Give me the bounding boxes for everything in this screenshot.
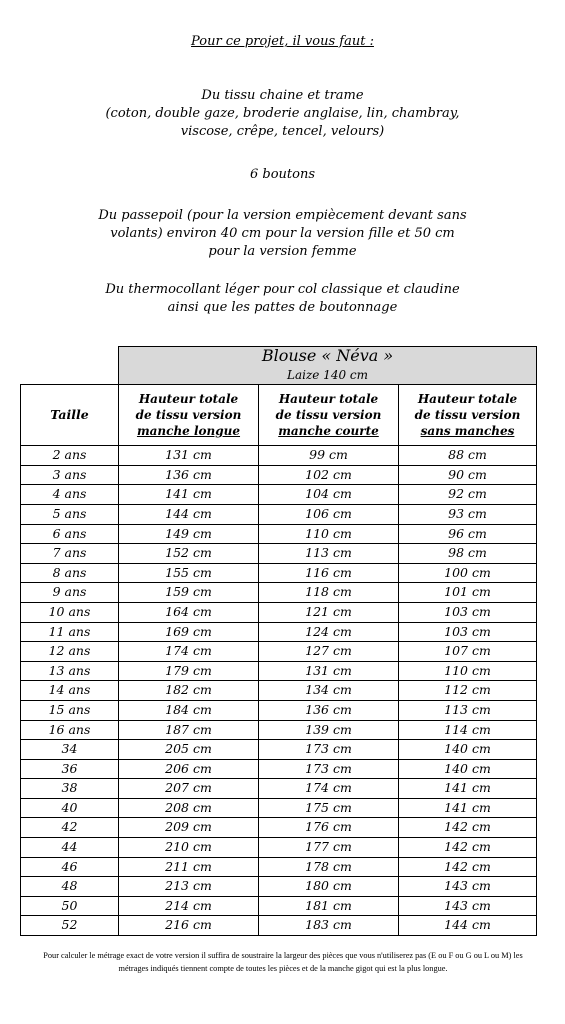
- fabric-requirement: [0, 87, 565, 141]
- short-sleeve-cell: 173 cm: [259, 759, 399, 779]
- size-cell: 15 ans: [21, 700, 119, 720]
- long-sleeve-cell: 214 cm: [119, 896, 259, 916]
- long-sleeve-cell: 216 cm: [119, 916, 259, 936]
- sleeveless-cell: 142 cm: [399, 857, 537, 877]
- short-sleeve-cell: 183 cm: [259, 916, 399, 936]
- short-sleeve-cell: 136 cm: [259, 700, 399, 720]
- table-row: [21, 759, 537, 779]
- short-sleeve-cell: 106 cm: [259, 504, 399, 524]
- size-cell: 46: [21, 857, 119, 877]
- fabric-line-3: viscose, crêpe, tencel, velours): [180, 124, 385, 139]
- sleeveless-cell: 142 cm: [399, 838, 537, 858]
- table-title-text: Blouse « Néva »: [261, 346, 394, 365]
- table-row: [21, 720, 537, 740]
- size-cell: 14 ans: [21, 681, 119, 701]
- piping-requirement: [0, 207, 565, 261]
- header-line: sans manches: [420, 424, 515, 439]
- size-cell: 52: [21, 916, 119, 936]
- long-sleeve-cell: 206 cm: [119, 759, 259, 779]
- short-sleeve-cell: 180 cm: [259, 877, 399, 897]
- long-sleeve-cell: 174 cm: [119, 642, 259, 662]
- long-sleeve-cell: 184 cm: [119, 700, 259, 720]
- sleeveless-cell: 101 cm: [399, 583, 537, 603]
- short-sleeve-cell: 124 cm: [259, 622, 399, 642]
- sleeveless-cell: 141 cm: [399, 779, 537, 799]
- size-cell: 34: [21, 740, 119, 760]
- long-sleeve-cell: 152 cm: [119, 544, 259, 564]
- header-line: manche courte: [278, 424, 379, 439]
- long-sleeve-cell: 179 cm: [119, 661, 259, 681]
- table-row: [21, 583, 537, 603]
- column-header-short-sleeve: [259, 385, 399, 446]
- table-row: [21, 818, 537, 838]
- buttons-requirement: 6 boutons: [249, 167, 316, 182]
- size-cell: 10 ans: [21, 602, 119, 622]
- long-sleeve-cell: 131 cm: [119, 446, 259, 466]
- table-title: [119, 347, 537, 385]
- table-row: [21, 857, 537, 877]
- table-row: [21, 485, 537, 505]
- size-cell: 48: [21, 877, 119, 897]
- header-line: de tissu version: [135, 408, 242, 423]
- sleeveless-cell: 92 cm: [399, 485, 537, 505]
- piping-line-2: volants) environ 40 cm pour la version fille et 50 cm: [110, 226, 455, 241]
- header-line: Hauteur totale: [417, 392, 518, 407]
- size-cell: 8 ans: [21, 563, 119, 583]
- long-sleeve-cell: 210 cm: [119, 838, 259, 858]
- size-cell: 9 ans: [21, 583, 119, 603]
- long-sleeve-cell: 164 cm: [119, 602, 259, 622]
- header-line: Hauteur totale: [138, 392, 239, 407]
- column-header-size: Taille: [21, 385, 119, 446]
- size-cell: 38: [21, 779, 119, 799]
- table-row: [21, 681, 537, 701]
- table-row: [21, 838, 537, 858]
- table-row: [21, 563, 537, 583]
- long-sleeve-cell: 136 cm: [119, 465, 259, 485]
- size-cell: 16 ans: [21, 720, 119, 740]
- column-header-long-sleeve: [119, 385, 259, 446]
- footer-note: Pour calculer le métrage exact de votre version il suffira de soustraire la largeur des pièces que vous n'utiliserez pas (E ou F ou G ou L ou M) les métrages indiqués tiennent compte de toutes les pièces et de la manche gigot qui est la plus longue.: [43, 951, 523, 973]
- fabric-line-2: (coton, double gaze, broderie anglaise, lin, chambray,: [105, 106, 460, 121]
- size-cell: 40: [21, 798, 119, 818]
- size-cell: 4 ans: [21, 485, 119, 505]
- table-row: [21, 779, 537, 799]
- sleeveless-cell: 143 cm: [399, 877, 537, 897]
- short-sleeve-cell: 110 cm: [259, 524, 399, 544]
- short-sleeve-cell: 174 cm: [259, 779, 399, 799]
- requirements-heading: Pour ce projet, il vous faut :: [191, 34, 374, 49]
- sleeveless-cell: 141 cm: [399, 798, 537, 818]
- table-title-row: [21, 347, 537, 385]
- header-line: de tissu version: [275, 408, 382, 423]
- table-row: [21, 642, 537, 662]
- sleeveless-cell: 113 cm: [399, 700, 537, 720]
- long-sleeve-cell: 159 cm: [119, 583, 259, 603]
- size-cell: 2 ans: [21, 446, 119, 466]
- size-cell: 42: [21, 818, 119, 838]
- short-sleeve-cell: 102 cm: [259, 465, 399, 485]
- table-row: [21, 446, 537, 466]
- interfacing-requirement: [0, 281, 565, 317]
- short-sleeve-cell: 173 cm: [259, 740, 399, 760]
- table-row: [21, 622, 537, 642]
- long-sleeve-cell: 141 cm: [119, 485, 259, 505]
- short-sleeve-cell: 131 cm: [259, 661, 399, 681]
- table-body: [21, 446, 537, 936]
- size-cell: 36: [21, 759, 119, 779]
- long-sleeve-cell: 187 cm: [119, 720, 259, 740]
- short-sleeve-cell: 177 cm: [259, 838, 399, 858]
- fabric-line-1: Du tissu chaine et trame: [201, 88, 364, 103]
- short-sleeve-cell: 127 cm: [259, 642, 399, 662]
- short-sleeve-cell: 178 cm: [259, 857, 399, 877]
- sleeveless-cell: 112 cm: [399, 681, 537, 701]
- size-cell: 44: [21, 838, 119, 858]
- fabric-yardage-table: [20, 346, 537, 936]
- sleeveless-cell: 103 cm: [399, 602, 537, 622]
- short-sleeve-cell: 104 cm: [259, 485, 399, 505]
- interfacing-line-1: Du thermocollant léger pour col classique et claudine: [105, 282, 460, 297]
- sleeveless-cell: 90 cm: [399, 465, 537, 485]
- table-row: [21, 661, 537, 681]
- table-row: [21, 877, 537, 897]
- table-row: [21, 740, 537, 760]
- table-subtitle: Laize 140 cm: [286, 367, 369, 382]
- size-cell: 50: [21, 896, 119, 916]
- short-sleeve-cell: 116 cm: [259, 563, 399, 583]
- sleeveless-cell: 96 cm: [399, 524, 537, 544]
- table-row: [21, 700, 537, 720]
- long-sleeve-cell: 207 cm: [119, 779, 259, 799]
- long-sleeve-cell: 149 cm: [119, 524, 259, 544]
- sleeveless-cell: 144 cm: [399, 916, 537, 936]
- sleeveless-cell: 140 cm: [399, 740, 537, 760]
- sleeveless-cell: 140 cm: [399, 759, 537, 779]
- long-sleeve-cell: 155 cm: [119, 563, 259, 583]
- table-row: [21, 602, 537, 622]
- sleeveless-cell: 103 cm: [399, 622, 537, 642]
- long-sleeve-cell: 182 cm: [119, 681, 259, 701]
- sleeveless-cell: 88 cm: [399, 446, 537, 466]
- table-row: [21, 465, 537, 485]
- long-sleeve-cell: 209 cm: [119, 818, 259, 838]
- table-row: [21, 798, 537, 818]
- sleeveless-cell: 110 cm: [399, 661, 537, 681]
- long-sleeve-cell: 213 cm: [119, 877, 259, 897]
- header-line: de tissu version: [414, 408, 521, 423]
- interfacing-line-2: ainsi que les pattes de boutonnage: [167, 300, 398, 315]
- short-sleeve-cell: 121 cm: [259, 602, 399, 622]
- header-line: Hauteur totale: [278, 392, 379, 407]
- size-cell: 7 ans: [21, 544, 119, 564]
- short-sleeve-cell: 118 cm: [259, 583, 399, 603]
- size-cell: 11 ans: [21, 622, 119, 642]
- short-sleeve-cell: 176 cm: [259, 818, 399, 838]
- short-sleeve-cell: 113 cm: [259, 544, 399, 564]
- long-sleeve-cell: 169 cm: [119, 622, 259, 642]
- short-sleeve-cell: 175 cm: [259, 798, 399, 818]
- sleeveless-cell: 100 cm: [399, 563, 537, 583]
- piping-line-3: pour la version femme: [208, 244, 357, 259]
- table-row: [21, 544, 537, 564]
- sleeveless-cell: 98 cm: [399, 544, 537, 564]
- sleeveless-cell: 93 cm: [399, 504, 537, 524]
- sleeveless-cell: 142 cm: [399, 818, 537, 838]
- table-row: [21, 524, 537, 544]
- sleeveless-cell: 114 cm: [399, 720, 537, 740]
- header-line: manche longue: [136, 424, 241, 439]
- short-sleeve-cell: 181 cm: [259, 896, 399, 916]
- table-header-row: [21, 385, 537, 446]
- long-sleeve-cell: 208 cm: [119, 798, 259, 818]
- column-header-sleeveless: [399, 385, 537, 446]
- sleeveless-cell: 107 cm: [399, 642, 537, 662]
- short-sleeve-cell: 99 cm: [259, 446, 399, 466]
- long-sleeve-cell: 205 cm: [119, 740, 259, 760]
- short-sleeve-cell: 139 cm: [259, 720, 399, 740]
- long-sleeve-cell: 144 cm: [119, 504, 259, 524]
- size-cell: 5 ans: [21, 504, 119, 524]
- short-sleeve-cell: 134 cm: [259, 681, 399, 701]
- size-cell: 6 ans: [21, 524, 119, 544]
- table-corner: [21, 347, 119, 385]
- size-cell: 3 ans: [21, 465, 119, 485]
- sleeveless-cell: 143 cm: [399, 896, 537, 916]
- size-cell: 13 ans: [21, 661, 119, 681]
- table-row: [21, 896, 537, 916]
- size-cell: 12 ans: [21, 642, 119, 662]
- table-row: [21, 916, 537, 936]
- long-sleeve-cell: 211 cm: [119, 857, 259, 877]
- table-row: [21, 504, 537, 524]
- piping-line-1: Du passepoil (pour la version empiècement devant sans: [98, 208, 467, 223]
